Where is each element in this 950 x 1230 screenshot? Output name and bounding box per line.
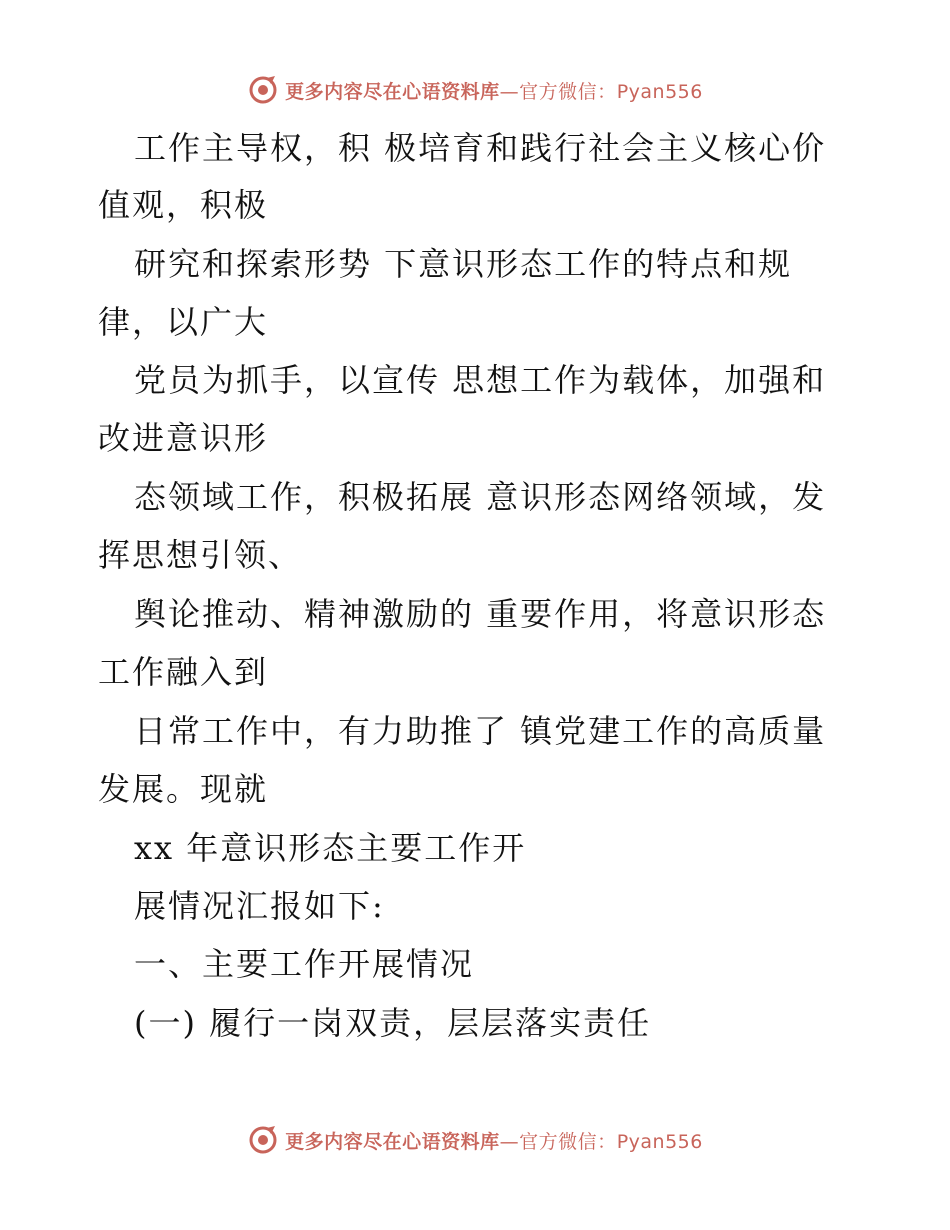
body-line: 日常工作中，有力助推了 镇党建工作的高质量 [134,712,827,750]
body-line: xx 年意识形态主要工作开 [134,829,527,867]
body-line: 值观，积极 [98,186,269,224]
watermark-logo-icon [247,74,279,106]
watermark-text [285,77,703,104]
watermark-text [285,1127,703,1154]
body-line: 党员为抓手，以宣传 思想工作为载体，加强和 [134,361,827,399]
body-line: 律，以广大 [98,303,269,341]
watermark-wechat-label: 官方微信： [519,80,617,103]
body-line: 改进意识形 [98,419,269,457]
watermark-separator: — [499,80,520,103]
body-line: 展情况汇报如下: [134,887,385,925]
body-line: 挥思想引领、 [98,536,303,574]
body-line: 研究和探索形势 下意识形态工作的特点和规 [134,245,793,283]
body-line: 工作主导权，积 极培育和践行社会主义核心价 [134,129,827,167]
watermark-wechat-id: Pyan556 [616,80,703,103]
watermark-logo-icon [247,1124,279,1156]
body-line: 舆论推动、精神激励的 重要作用，将意识形态 [134,595,827,633]
header-watermark [0,70,950,110]
body-line: 发展。现就 [98,770,269,808]
watermark-brand: 更多内容尽在心语资料库 [285,80,500,103]
footer-watermark [0,1120,950,1160]
body-line: 工作融入到 [98,653,269,691]
subsection-heading: (一) 履行一岗双责，层层落实责任 [134,1004,652,1042]
section-heading: 一、主要工作开展情况 [134,945,475,983]
body-line: 态领域工作，积极拓展 意识形态网络领域，发 [134,478,827,516]
watermark-wechat-id: Pyan556 [616,1130,703,1153]
watermark-wechat-label: 官方微信： [519,1130,617,1153]
watermark-separator: — [499,1130,520,1153]
watermark-brand: 更多内容尽在心语资料库 [285,1130,500,1153]
